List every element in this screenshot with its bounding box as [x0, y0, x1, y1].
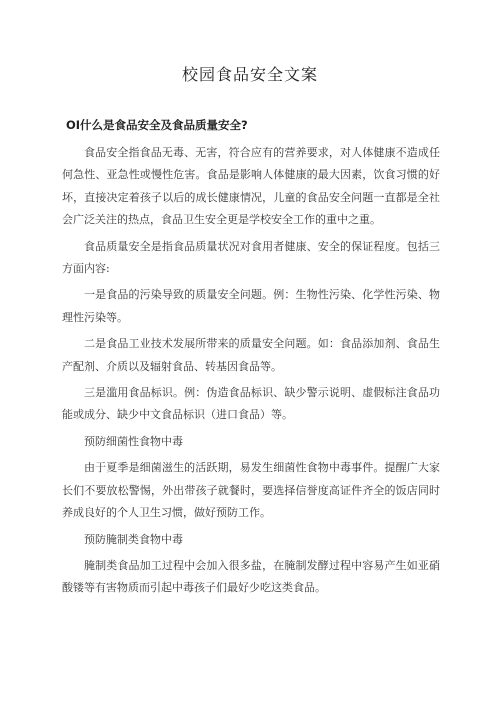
- paragraph-pickled-food-poisoning: 腌制类食品加工过程中会加入很多盐，在腌制发酵过程中容易产生如亚硝酸镂等有害物质而引起中毒孩子们最好少吃这类食品。: [62, 558, 440, 595]
- page-title: 校园食品安全文案: [181, 65, 318, 84]
- document-body: [62, 142, 440, 604]
- paragraph-bacterial-poisoning: 由于夏季是细菌滋生的活跃期，易发生细菌性食物中毒事件。提醒广大家长们不要放松警惕，外出带孩子就餐时，要选择信誉度高证件齐全的饭店同时养成良好的个人卫生习惯，做好预防工作。: [62, 461, 440, 520]
- subheading-pickled-food-poisoning: 预防腌制类食物中毒: [84, 532, 183, 546]
- section-heading: OI什么是食品安全及食品质量安全?: [66, 118, 248, 132]
- paragraph-label-abuse: 三是滥用食品标识。例：伪造食品标识、缺少警示说明、虚假标注食品功能或成分、缺少中文食品标识（进口食品）等。: [62, 386, 440, 422]
- paragraph-quality-safety-definition: 食品质量安全是指食品质量状况对食用者健康、安全的保证程度。包括三方面内容:: [62, 239, 440, 276]
- paragraph-pollution-issues: 一是食品的污染导致的质量安全问题。例：生物性污染、化学性污染、物理性污染等。: [62, 288, 440, 324]
- subheading-bacterial-poisoning: 预防细菌性食物中毒: [84, 434, 183, 448]
- paragraph-technology-issues: 二是食品工业技术发展所带来的质量安全问题。如：食品添加剂、食品生产配剂、介质以及辐射食品、转基因食品等。: [62, 337, 440, 373]
- paragraph-food-safety-definition: 食品安全指食品无毒、无害，符合应有的营养要求，对人体健康不造成任何急性、亚急性或慢性危害。食品是影响人体健康的最大因素，饮食习惯的好坏，直接决定着孩子以后的成长健康情况，儿童的食品安全问题一直都是全社会广泛关注的热点，食品卫生安全更是学校安全工作的重中之重。: [62, 146, 440, 227]
